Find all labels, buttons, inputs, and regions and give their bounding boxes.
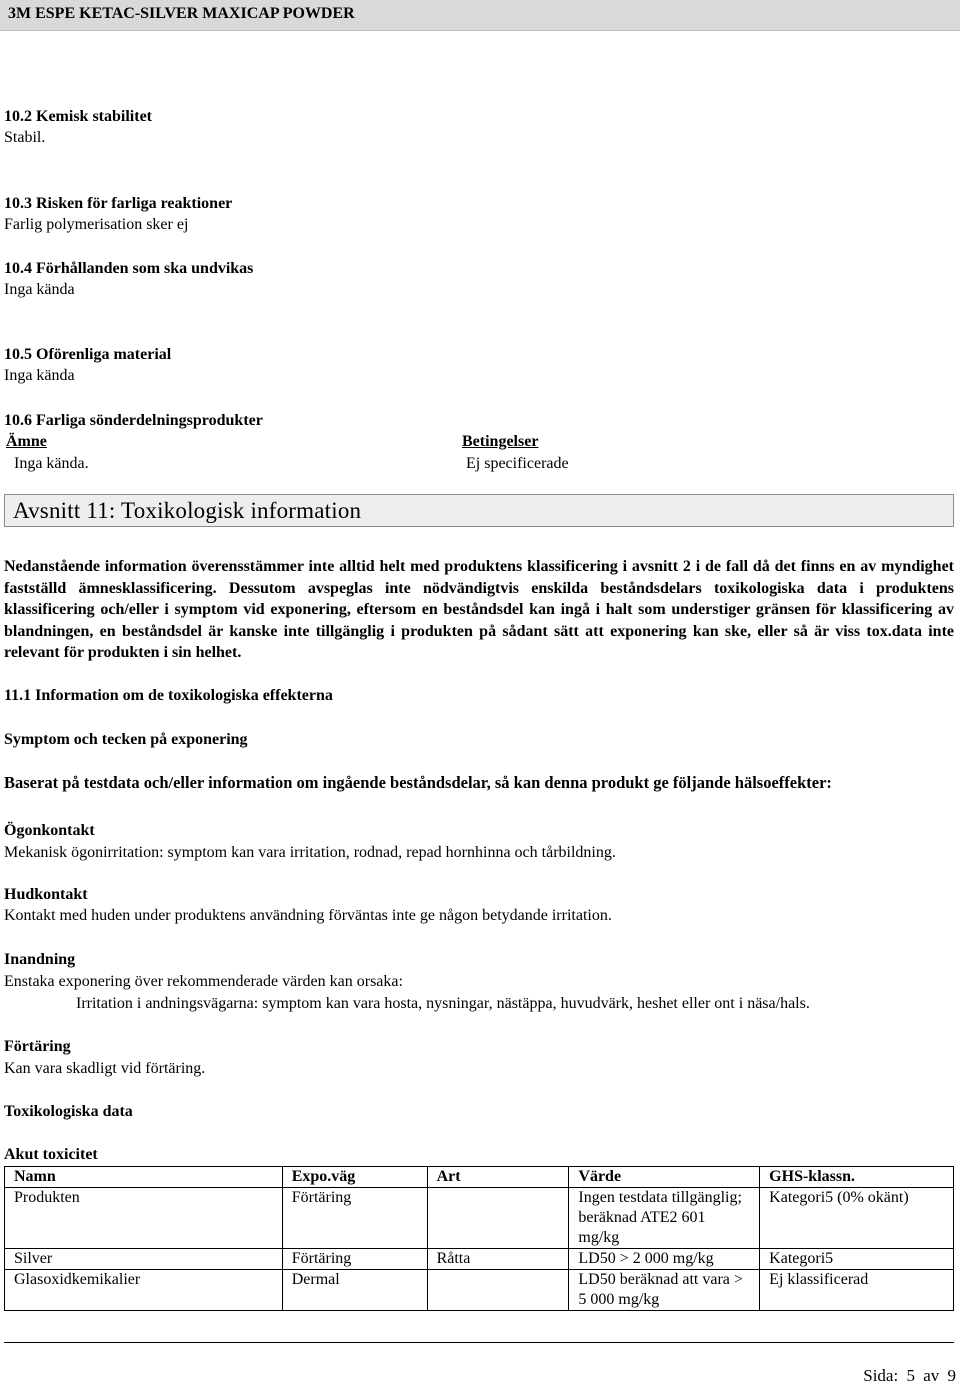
section-11-banner	[4, 494, 954, 527]
document-title: 3M ESPE KETAC-SILVER MAXICAP POWDER	[8, 5, 355, 22]
section-10-4-text: Inga kända	[4, 281, 75, 298]
health-effects-intro: Baserat på testdata och/eller information om ingående beståndsdelar, så kan denna produkt ge följande hälsoeffekter:	[4, 773, 832, 792]
table-cell: Ej klassificerad	[760, 1270, 954, 1311]
table-cell	[427, 1270, 569, 1311]
table-cell: Förtäring	[282, 1188, 427, 1249]
table-header-cell: Namn	[5, 1167, 283, 1188]
page-total: 9	[947, 1366, 956, 1385]
section-10-4-heading: 10.4 Förhållanden som ska undvikas	[4, 260, 254, 277]
inhalation-detail: Irritation i andningsvägarna: symptom kan vara hosta, nysningar, nästäppa, huvudvärk, heshet eller ont i näsa/hals.	[76, 995, 810, 1012]
skin-contact-heading: Hudkontakt	[4, 886, 88, 903]
section-10-2-heading: 10.2 Kemisk stabilitet	[4, 108, 152, 125]
inhalation-text: Enstaka exponering över rekommenderade värden kan orsaka:	[4, 973, 403, 990]
eye-contact-heading: Ögonkontakt	[4, 822, 95, 839]
symptoms-heading: Symptom och tecken på exponering	[4, 731, 248, 748]
table-cell: Kategori5 (0% okänt)	[760, 1188, 954, 1249]
eye-contact-text: Mekanisk ögonirritation: symptom kan vara irritation, rodnad, repad hornhinna och tårbildning.	[4, 844, 616, 861]
table-row	[5, 1188, 954, 1249]
decomposition-col-substance-header: Ämne	[6, 433, 47, 450]
footer-divider	[4, 1342, 954, 1343]
page-label: Sida:	[863, 1366, 899, 1385]
table-cell: Råtta	[427, 1249, 569, 1270]
table-cell: LD50 > 2 000 mg/kg	[569, 1249, 760, 1270]
section-11-title: Avsnitt 11: Toxikologisk information	[13, 498, 362, 523]
section-11-intro-paragraph: Nedanstående information överensstämmer inte alltid helt med produktens klassificering i avsnitt 2 i de fall då det finns en av myndighet fastställd ämnesklassificering. Dessutom avspeglas inte nödvändigtvis enskilda beståndsdelars toxikologiska data i produktens klassificering och/eller i symptom vid exponering, eftersom en beståndsdel kan ingå i halt som understiger gränsen för klassificering av blandningen, en beståndsdel är kanske inte tillgänglig i produkten på sådant sätt att exponering kan ske, eller så är viss tox.data inte relevant för produkten i sin helhet.	[4, 558, 954, 661]
table-cell: LD50 beräknad att vara > 5 000 mg/kg	[569, 1270, 760, 1311]
section-11-1-heading: 11.1 Information om de toxikologiska effekterna	[4, 687, 333, 704]
page-current: 5	[906, 1366, 915, 1385]
table-header-cell: Värde	[569, 1167, 760, 1188]
table-row	[5, 1270, 954, 1311]
table-header-cell: GHS-klassn.	[760, 1167, 954, 1188]
section-10-3-text: Farlig polymerisation sker ej	[4, 216, 189, 233]
section-10-3-heading: 10.3 Risken för farliga reaktioner	[4, 195, 233, 212]
ingestion-heading: Förtäring	[4, 1038, 71, 1055]
decomposition-conditions-value: Ej specificerade	[466, 455, 569, 472]
table-cell	[427, 1188, 569, 1249]
decomposition-col-conditions-header: Betingelser	[462, 433, 539, 450]
table-cell: Silver	[5, 1249, 283, 1270]
acute-toxicity-heading: Akut toxicitet	[4, 1146, 98, 1163]
section-10-5-heading: 10.5 Oförenliga material	[4, 346, 172, 363]
ingestion-text: Kan vara skadligt vid förtäring.	[4, 1060, 206, 1077]
table-cell: Dermal	[282, 1270, 427, 1311]
document-header-bar	[0, 0, 960, 31]
section-10-2-text: Stabil.	[4, 129, 46, 146]
table-cell: Ingen testdata tillgänglig; beräknad ATE2 601 mg/kg	[569, 1188, 760, 1249]
table-cell: Produkten	[5, 1188, 283, 1249]
section-10-5-text: Inga kända	[4, 367, 75, 384]
table-cell: Kategori5	[760, 1249, 954, 1270]
table-cell: Glasoxidkemikalier	[5, 1270, 283, 1311]
page-separator: av	[923, 1366, 940, 1385]
table-header-cell: Expo.väg	[282, 1167, 427, 1188]
table-row	[5, 1249, 954, 1270]
table-cell: Förtäring	[282, 1249, 427, 1270]
acute-toxicity-table	[4, 1166, 954, 1311]
inhalation-heading: Inandning	[4, 951, 76, 968]
section-10-6-heading: 10.6 Farliga sönderdelningsprodukter	[4, 412, 263, 429]
skin-contact-text: Kontakt med huden under produktens användning förväntas inte ge någon betydande irritation.	[4, 907, 612, 924]
table-header-cell: Art	[427, 1167, 569, 1188]
toxicological-data-heading: Toxikologiska data	[4, 1103, 133, 1120]
table-header-row	[5, 1167, 954, 1188]
decomposition-substance-value: Inga kända.	[14, 455, 89, 472]
page-number	[859, 1366, 956, 1386]
